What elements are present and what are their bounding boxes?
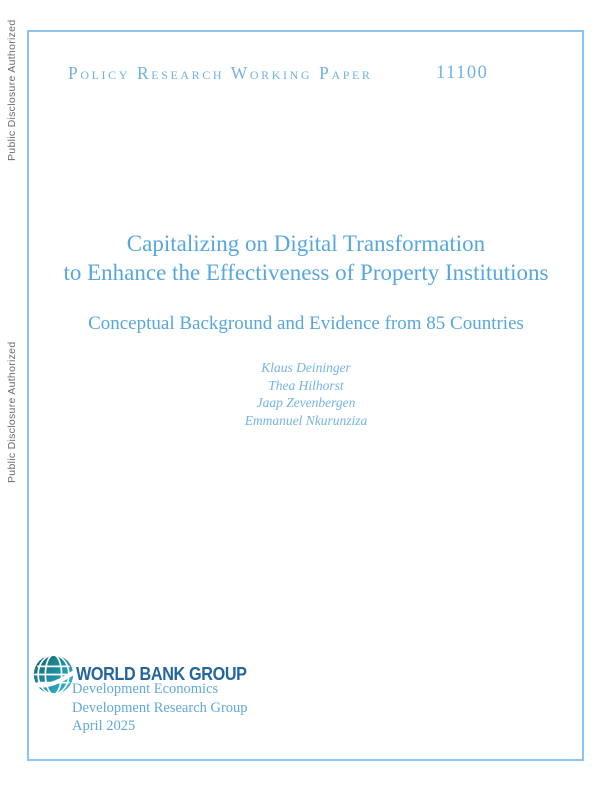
author-name: Klaus Deininger (261, 360, 351, 375)
paper-number: 11100 (436, 63, 489, 83)
footer-line-department: Development Economics (72, 681, 219, 697)
public-disclosure-label-top: Public Disclosure Authorized (6, 19, 18, 161)
author-name: Emmanuel Nkurunziza (244, 412, 368, 428)
footer-line-date: April 2025 (72, 718, 136, 734)
authors-list (0, 359, 612, 429)
paper-subtitle: Conceptual Background and Evidence from 85 Countries (88, 313, 524, 334)
paper-title-line2: to Enhance the Effectiveness of Property Institutions (63, 260, 549, 285)
author-name: Thea Hilhorst (268, 377, 344, 393)
paper-title (0, 229, 612, 287)
series-title: Policy Research Working Paper (68, 63, 373, 83)
globe-icon (33, 654, 74, 695)
paper-title-line1: Capitalizing on Digital Transformation (126, 231, 486, 256)
footer-line-group: Development Research Group (72, 699, 248, 716)
author-name: Jaap Zevenbergen (256, 395, 356, 410)
org-name-wordmark: WORLD BANK GROUP (76, 664, 247, 684)
footer-info (72, 680, 248, 736)
public-disclosure-label-middle: Public Disclosure Authorized (6, 341, 18, 483)
